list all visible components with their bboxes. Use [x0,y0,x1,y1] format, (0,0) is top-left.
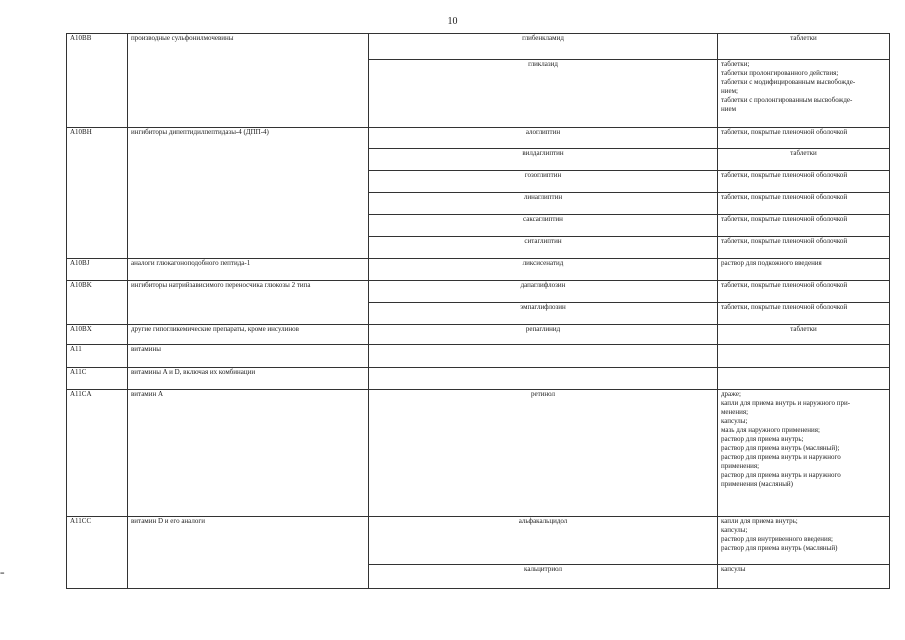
dosage-form-cell [718,128,890,149]
margin-mark: = [0,569,5,578]
drug-table [66,33,890,589]
drug-name-cell: ситаглиптин [369,237,718,259]
dosage-form-cell [718,171,890,193]
drug-name-cell: альфакальцидол [369,517,718,565]
drug-name-cell: глибенкламид [369,34,718,60]
dosage-form-cell [718,303,890,325]
drug-name-cell: саксаглиптин [369,215,718,237]
anatomical-group-cell: производные сульфонилмочевины [128,34,369,128]
dosage-form-cell [718,565,890,589]
table-row [67,128,890,149]
atc-code-cell: A11CA [67,390,128,517]
dosage-form-text: драже; капли для приема внутрь и наружного при- менения; капсулы; мазь для наружного применения; раствор для приема внутрь; раствор для приема внутрь (масляный); раствор для приема внутрь и наружного применения; раствор для приема внутрь и наружного применения (масляный) [721,390,851,488]
atc-code-cell: A10BX [67,325,128,345]
dosage-form-cell [718,149,890,171]
dosage-form-text: таблетки [790,34,817,42]
table-row [67,259,890,281]
dosage-form-cell [718,345,890,368]
drug-name-cell: ретинол [369,390,718,517]
atc-code-cell: A11C [67,368,128,390]
atc-code-cell: A11CC [67,517,128,589]
drug-table-body [67,34,890,589]
atc-code-cell: A10BH [67,128,128,259]
anatomical-group-cell: аналоги глюкагоноподобного пептида-1 [128,259,369,281]
drug-name-cell: гликлазид [369,60,718,128]
dosage-form-text: капсулы [721,565,746,573]
dosage-form-cell [718,517,890,565]
drug-name-cell [369,368,718,390]
dosage-form-text: таблетки, покрытые пленочной оболочкой [721,193,848,201]
drug-name-cell: вилдаглиптин [369,149,718,171]
table-row [67,345,890,368]
atc-code-cell: A11 [67,345,128,368]
dosage-form-cell [718,34,890,60]
dosage-form-text: таблетки, покрытые пленочной оболочкой [721,171,848,179]
page-number: 10 [447,16,458,27]
dosage-form-cell [718,237,890,259]
dosage-form-text: таблетки, покрытые пленочной оболочкой [721,128,848,136]
atc-code-cell: A10BB [67,34,128,128]
atc-code-cell: A10BK [67,281,128,325]
dosage-form-cell [718,325,890,345]
drug-name-cell: ликсисенатид [369,259,718,281]
dosage-form-text: таблетки [790,325,817,333]
dosage-form-text: капли для приема внутрь; капсулы; раствор для внутривенного введения; раствор для приема внутрь (масляный) [721,517,838,552]
dosage-form-text: таблетки, покрытые пленочной оболочкой [721,237,848,245]
anatomical-group-cell: ингибиторы дипептидилпептидазы-4 (ДПП-4) [128,128,369,259]
dosage-form-text: раствор для подкожного введения [721,259,822,267]
drug-name-cell: линаглиптин [369,193,718,215]
table-row [67,390,890,517]
table-row [67,281,890,303]
dosage-form-text: таблетки, покрытые пленочной оболочкой [721,281,848,289]
drug-name-cell: гозоглиптин [369,171,718,193]
dosage-form-text: таблетки [790,149,817,157]
dosage-form-cell [718,281,890,303]
table-row [67,368,890,390]
dosage-form-text: таблетки, покрытые пленочной оболочкой [721,215,848,223]
dosage-form-text: таблетки; таблетки пролонгированного действия; таблетки с модифицированным высвобожде- нием; таблетки с пролонгированным высвобожде- нием [721,60,856,113]
table-row [67,517,890,565]
drug-name-cell: репаглинид [369,325,718,345]
dosage-form-text: таблетки, покрытые пленочной оболочкой [721,303,848,311]
dosage-form-cell [718,193,890,215]
anatomical-group-cell: витамин D и его аналоги [128,517,369,589]
anatomical-group-cell: витамины A и D, включая их комбинации [128,368,369,390]
drug-name-cell: алоглиптин [369,128,718,149]
dosage-form-cell [718,390,890,517]
atc-code-cell: A10BJ [67,259,128,281]
dosage-form-cell [718,60,890,128]
anatomical-group-cell: другие гипогликемические препараты, кроме инсулинов [128,325,369,345]
drug-name-cell: кальцитриол [369,565,718,589]
drug-name-cell: эмпаглифлозин [369,303,718,325]
dosage-form-cell [718,259,890,281]
drug-name-cell [369,345,718,368]
drug-name-cell: дапаглифлозин [369,281,718,303]
table-row [67,34,890,60]
anatomical-group-cell: ингибиторы натрийзависимого переносчика глюкозы 2 типа [128,281,369,325]
anatomical-group-cell: витамин A [128,390,369,517]
dosage-form-cell [718,368,890,390]
anatomical-group-cell: витамины [128,345,369,368]
table-row [67,325,890,345]
dosage-form-cell [718,215,890,237]
